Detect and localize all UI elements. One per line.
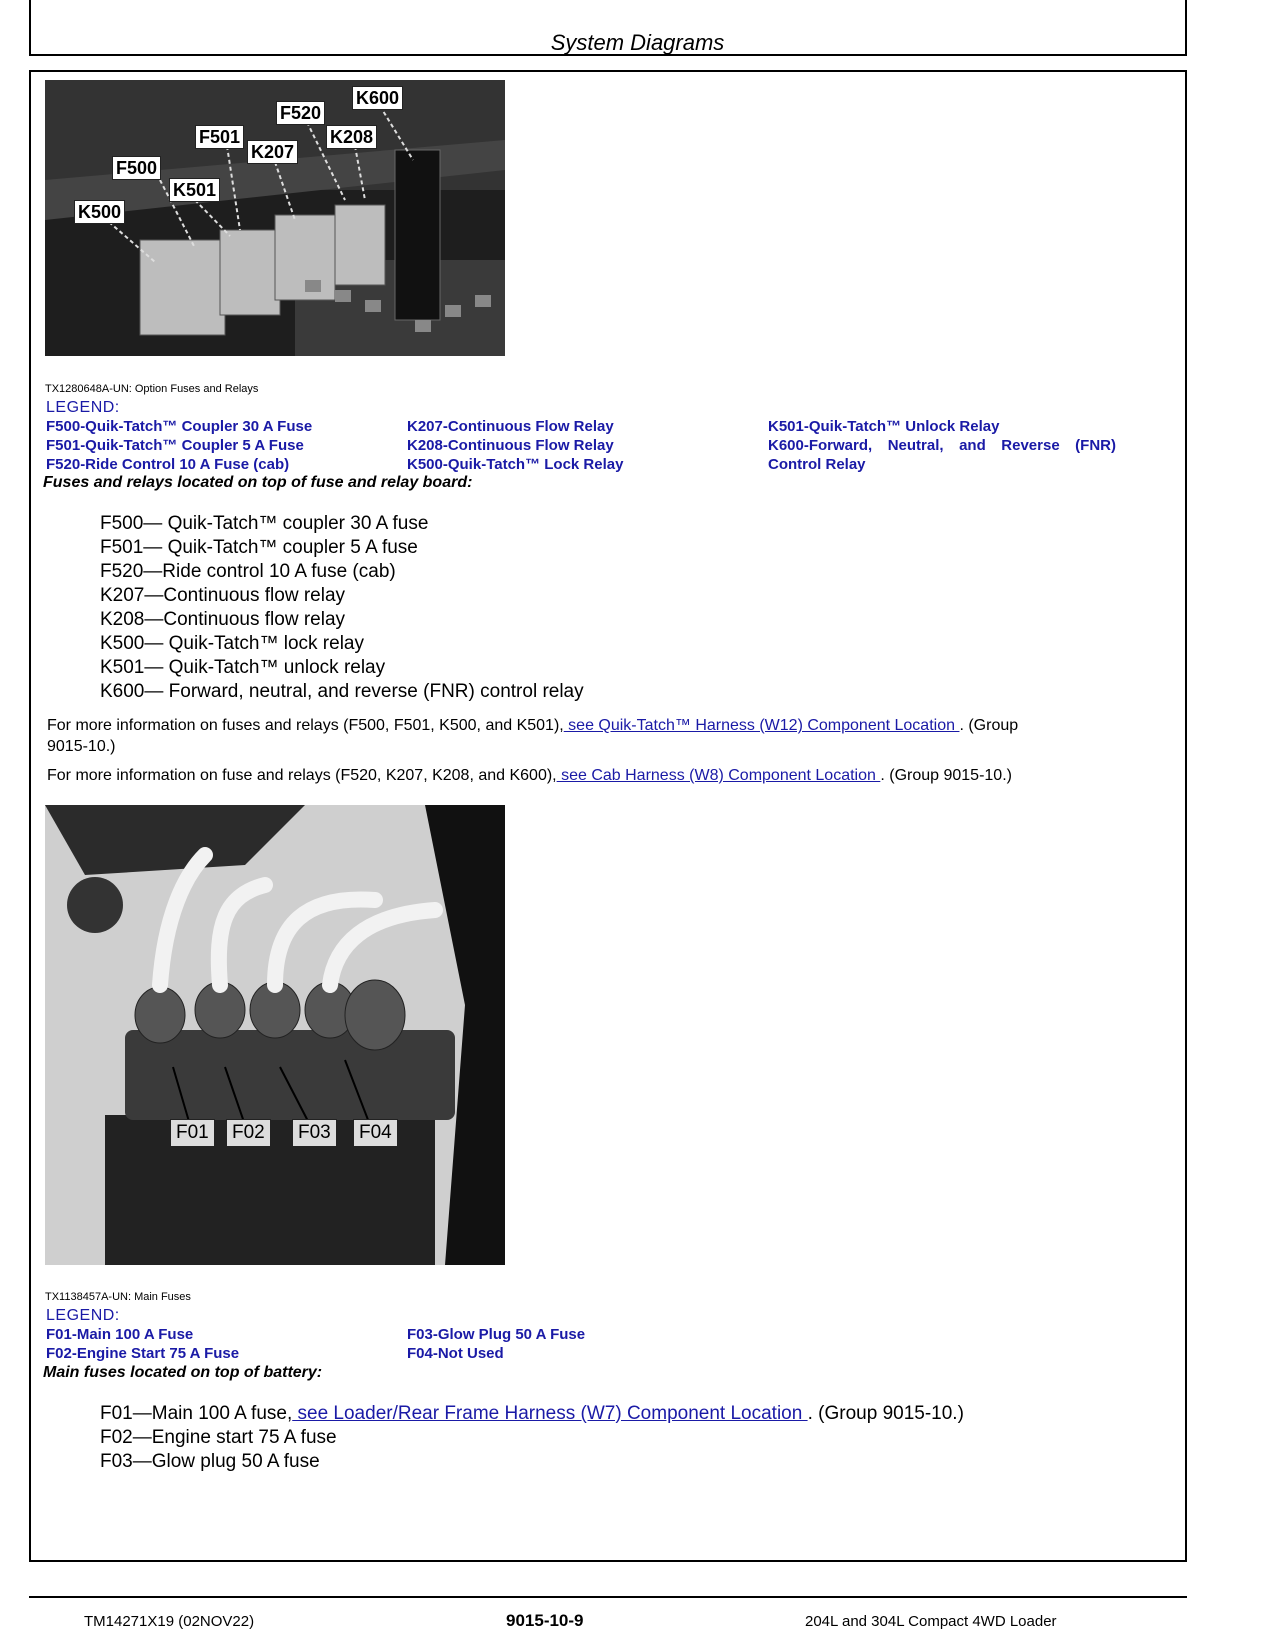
callout-f02: F02: [226, 1119, 271, 1147]
figure2-id: TX1138457A-UN: Main Fuses: [45, 1291, 191, 1303]
footer-manual-id: TM14271X19 (02NOV22): [84, 1613, 255, 1630]
callout-f501: F501: [195, 125, 244, 149]
figure2-legend-col2: [407, 1325, 585, 1363]
legend-item: K207-Continuous Flow Relay: [407, 418, 614, 435]
callout-f03: F03: [292, 1119, 337, 1147]
list-item: K207—Continuous flow relay: [100, 585, 346, 606]
legend-item: F500-Quik-Tatch™ Coupler 30 A Fuse: [46, 418, 313, 435]
callout-k501: K501: [169, 178, 220, 202]
callout-k208: K208: [326, 125, 377, 149]
legend-item: K501-Quik-Tatch™ Unlock Relay: [768, 418, 1000, 435]
list-item: [100, 1402, 964, 1426]
footer-page-number: 9015-10-9: [506, 1611, 584, 1630]
legend-item: Control Relay: [768, 456, 866, 473]
legend-item: K208-Continuous Flow Relay: [407, 437, 614, 454]
callout-f04: F04: [353, 1119, 398, 1147]
figure1-legend-col3: [768, 417, 1116, 474]
more-info-paragraph-2: [47, 765, 1147, 786]
footer-rule: [29, 1596, 1187, 1598]
legend-item: F01-Main 100 A Fuse: [46, 1326, 194, 1343]
figure1-id: TX1280648A-UN: Option Fuses and Relays: [45, 383, 259, 395]
legend-item: K500-Quik-Tatch™ Lock Relay: [407, 456, 624, 473]
footer-model: 204L and 304L Compact 4WD Loader: [805, 1613, 1057, 1630]
more-info-paragraph-1: [47, 715, 1122, 757]
quik-tatch-harness-link[interactable]: see Quik-Tatch™ Harness (W12) Component Location: [563, 717, 960, 734]
list-item: F03—Glow plug 50 A fuse: [100, 1451, 320, 1472]
list-item: F02—Engine start 75 A fuse: [100, 1427, 337, 1448]
para2-text: For more information on fuse and relays (F520, K207, K208, and K600),: [47, 767, 557, 784]
legend-item: F02-Engine Start 75 A Fuse: [46, 1345, 240, 1362]
figure1-legend-col2: [407, 417, 623, 474]
callout-f520: F520: [276, 101, 325, 125]
callout-f01: F01: [170, 1119, 215, 1147]
figure2-legend-title: LEGEND:: [46, 1307, 120, 1324]
loader-rear-frame-harness-link[interactable]: see Loader/Rear Frame Harness (W7) Component Location: [292, 1403, 808, 1424]
legend-item: F520-Ride Control 10 A Fuse (cab): [46, 456, 290, 473]
figure1-legend-title: LEGEND:: [46, 399, 120, 416]
main-fuses-photo: [45, 805, 505, 1265]
list-item: K500— Quik-Tatch™ lock relay: [100, 633, 364, 654]
callout-k500: K500: [74, 200, 125, 224]
figure2-subheading: Main fuses located on top of battery:: [43, 1364, 323, 1381]
para1-text: For more information on fuses and relays (F500, F501, K500, and K501),: [47, 717, 564, 734]
legend-item: K600-Forward, Neutral, and Reverse (FNR): [768, 437, 1116, 454]
callout-k600: K600: [352, 86, 403, 110]
para1-text-after: . (Group: [959, 717, 1019, 734]
main-fuses-list: [100, 1402, 964, 1474]
legend-item: F03-Glow Plug 50 A Fuse: [407, 1326, 586, 1343]
section-title: System Diagrams: [550, 30, 725, 55]
para2-text-after: . (Group 9015-10.): [880, 767, 1012, 784]
legend-item: F501-Quik-Tatch™ Coupler 5 A Fuse: [46, 437, 304, 454]
cab-harness-link[interactable]: see Cab Harness (W8) Component Location: [556, 767, 881, 784]
para1-text-line2: 9015-10.): [47, 738, 116, 755]
list-item-text: F01—Main 100 A fuse,: [100, 1403, 293, 1424]
list-item: K208—Continuous flow relay: [100, 609, 346, 630]
list-item: F500— Quik-Tatch™ coupler 30 A fuse: [100, 513, 429, 534]
figure2-legend-col1: [46, 1325, 239, 1363]
legend-item: F04-Not Used: [407, 1345, 504, 1362]
figure1-subheading: Fuses and relays located on top of fuse and relay board:: [43, 474, 473, 491]
option-fuses-list: [100, 512, 584, 704]
option-fuses-relays-photo: [45, 80, 505, 356]
figure1-legend-col1: [46, 417, 312, 474]
list-item: K600— Forward, neutral, and reverse (FNR) control relay: [100, 681, 584, 702]
list-item: F520—Ride control 10 A fuse (cab): [100, 561, 396, 582]
callout-k207: K207: [247, 140, 298, 164]
list-item-text-after: . (Group 9015-10.): [807, 1403, 964, 1424]
list-item: K501— Quik-Tatch™ unlock relay: [100, 657, 386, 678]
list-item: F501— Quik-Tatch™ coupler 5 A fuse: [100, 537, 418, 558]
callout-f500: F500: [112, 156, 161, 180]
